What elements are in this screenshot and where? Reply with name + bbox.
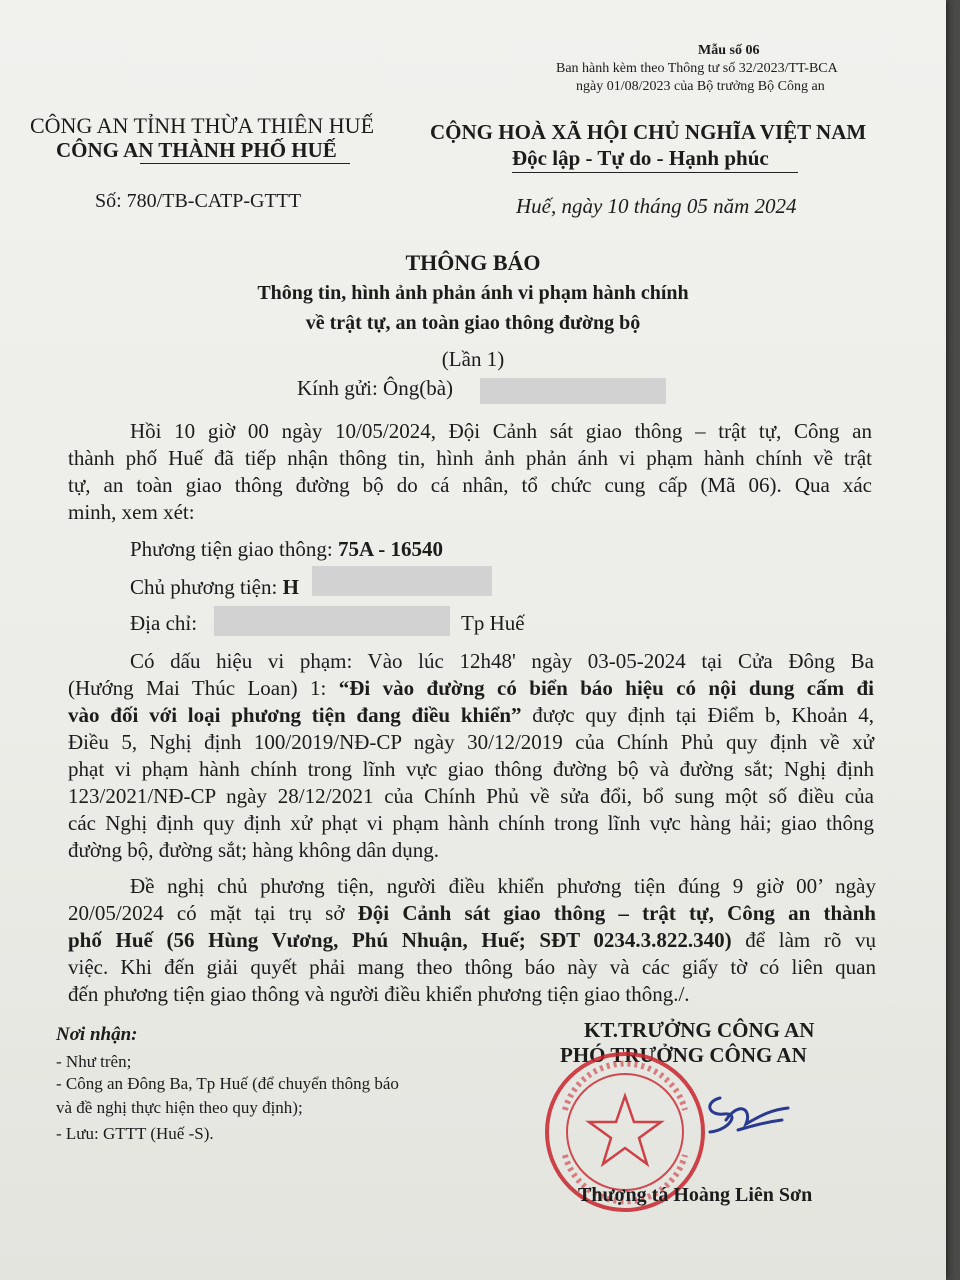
notice-subtitle-1: Thông tin, hình ảnh phản ánh vi phạm hành chính [257, 282, 689, 304]
owner-label: Chủ phương tiện: [130, 575, 283, 599]
agency-underline [140, 163, 350, 164]
agency-name: CÔNG AN THÀNH PHỐ HUẾ [56, 138, 337, 162]
notice-title: THÔNG BÁO [405, 250, 541, 275]
request-line: phố Huế (56 Hùng Vương, Phú Nhuận, Huế; SĐT 0234.3.822.340) để làm rõ vụ [68, 928, 876, 952]
signature-title-2: PHÓ TRƯỞNG CÔNG AN [560, 1043, 807, 1067]
request-line: 20/05/2024 có mặt tại trụ sở Đội Cảnh sát giao thông – trật tự, Công an thành [68, 901, 876, 925]
request-line: đến phương tiện giao thông và người điều khiển phương tiện giao thông./. [68, 982, 690, 1006]
signature-title-1: KT.TRƯỞNG CÔNG AN [584, 1018, 815, 1042]
vehicle-row [130, 537, 443, 562]
redacted-recipient-name [480, 378, 666, 404]
violation-quote: vào đối với loại phương tiện đang điều khiển” [68, 703, 522, 727]
violation-line: Có dấu hiệu vi phạm: Vào lúc 12h48' ngày 03-05-2024 tại Cửa Đông Ba [130, 649, 874, 673]
signer-name: Thượng tá Hoàng Liên Sơn [578, 1184, 813, 1206]
violation-line: Điều 5, Nghị định 100/2019/NĐ-CP ngày 30/12/2019 của Chính Phủ quy định về xử [68, 730, 874, 754]
intro-line: Hồi 10 giờ 00 ngày 10/05/2024, Đội Cảnh sát giao thông – trật tự, Công an [130, 419, 872, 443]
paragraph-violation [68, 648, 874, 864]
form-note-line1: Ban hành kèm theo Thông tư số 32/2023/TT-BCA [556, 61, 838, 76]
vehicle-plate: 75A - 16540 [337, 537, 443, 561]
address-city: Tp Huế [461, 611, 525, 635]
motto-underline [512, 172, 798, 173]
vehicle-label: Phương tiện giao thông: [130, 537, 338, 561]
notice-subtitle-2: về trật tự, an toàn giao thông đường bộ [305, 312, 641, 334]
form-number: Mẫu số 06 [698, 43, 760, 58]
redacted-address [214, 606, 450, 636]
intro-line: minh, xem xét: [68, 500, 195, 524]
national-motto: Độc lập - Tự do - Hạnh phúc [512, 146, 769, 170]
recipients-item: - Lưu: GTTT (Huế -S). [56, 1124, 214, 1143]
nation-name: CỘNG HOÀ XÃ HỘI CHỦ NGHĨA VIỆT NAM [430, 120, 867, 144]
handwritten-signature-icon [690, 1080, 800, 1140]
recipients-label: Nơi nhận: [56, 1024, 138, 1045]
intro-line: thành phố Huế đã tiếp nhận thông tin, hình ảnh phản ánh vi phạm hành chính về trật [68, 446, 872, 470]
office-name: Đội Cảnh sát giao thông – trật tự, Công an thành [357, 901, 876, 925]
place-date: Huế, ngày 10 tháng 05 năm 2024 [516, 194, 797, 218]
request-line: việc. Khi đến giải quyết phải mang theo thông báo này và các giấy tờ có liên quan [68, 955, 876, 979]
agency-parent: CÔNG AN TỈNH THỪA THIÊN HUẾ [30, 113, 375, 138]
violation-line: vào đối với loại phương tiện đang điều khiển” được quy định tại Điểm b, Khoản 4, [68, 703, 874, 727]
office-address: phố Huế (56 Hùng Vương, Phú Nhuận, Huế; SĐT 0234.3.822.340) [68, 928, 732, 952]
violation-line: các Nghị định quy định xử phạt vi phạm hành chính trong lĩnh vực hàng hải; giao thông [68, 811, 874, 835]
violation-quote: “Đi vào đường có biển báo hiệu có nội dung cấm đi [338, 676, 875, 700]
violation-line: đường bộ, đường sắt; hàng không dân dụng. [68, 838, 440, 862]
address-label: Địa chỉ: [130, 611, 198, 635]
recipients-item: - Như trên; [56, 1052, 132, 1071]
recipient-label: Kính gửi: Ông(bà) [297, 376, 454, 400]
notice-round: (Lần 1) [441, 347, 505, 371]
document-number: Số: 780/TB-CATP-GTTT [95, 190, 302, 212]
recipients-item: - Công an Đông Ba, Tp Huế (để chuyển thông báo [56, 1074, 399, 1093]
recipients-item: và đề nghị thực hiện theo quy định); [56, 1098, 303, 1117]
violation-line: (Hướng Mai Thúc Loan) 1: “Đi vào đường có biển báo hiệu có nội dung cấm đi [68, 676, 875, 700]
owner-row [130, 575, 299, 600]
form-note-line2: ngày 01/08/2023 của Bộ trưởng Bộ Công an [576, 79, 825, 94]
redacted-owner-name [312, 566, 492, 596]
paragraph-intro [68, 418, 872, 526]
violation-line: phạt vi phạm hành chính trong lĩnh vực giao thông đường bộ và đường sắt; Nghị định [68, 757, 874, 781]
violation-line: 123/2021/NĐ-CP ngày 28/12/2021 của Chính Phủ về sửa đổi, bổ sung một số điều của [68, 784, 874, 808]
request-line: Đề nghị chủ phương tiện, người điều khiển phương tiện đúng 9 giờ 00’ ngày [130, 874, 876, 898]
intro-line: tự, an toàn giao thông đường bộ do cá nhân, tổ chức cung cấp (Mã 06). Qua xác [68, 473, 872, 497]
paragraph-request [68, 873, 876, 1008]
owner-value: H [282, 575, 299, 599]
